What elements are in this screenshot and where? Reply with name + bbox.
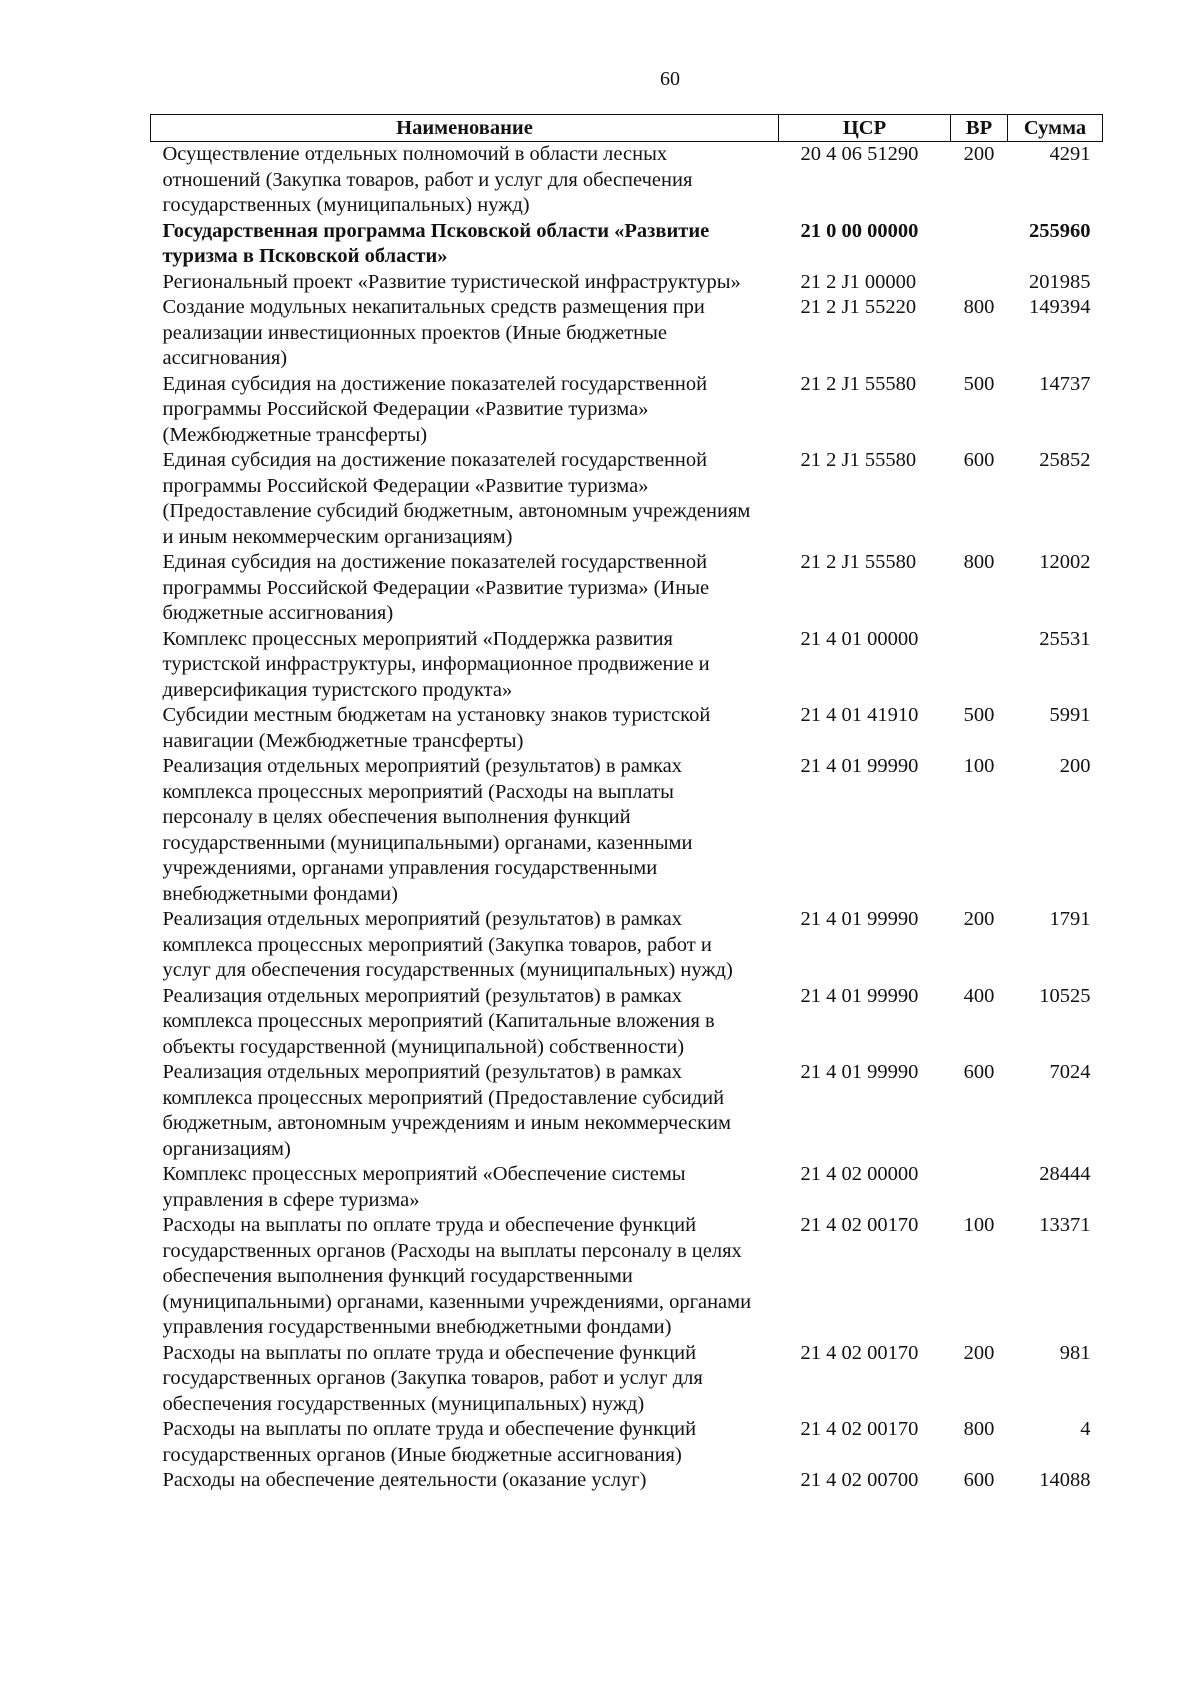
row-name: Реализация отдельных мероприятий (результатов) в рамках комплекса процессных мероприятий (Расходы на выплаты персоналу в целях обеспечения выполнения функций государственными (муниципальными) органами, казенными учреждениями, органами управления государственными внебюджетными фондами): [162, 755, 693, 905]
row-name: Расходы на обеспечение деятельности (оказание услуг): [162, 1469, 647, 1491]
row-sum: 149394: [1029, 296, 1091, 318]
row-vr-code: 200: [963, 1341, 995, 1364]
row-name: Расходы на выплаты по оплате труда и обеспечение функций государственных органов (Иные бюджетные ассигнования): [162, 1418, 697, 1466]
row-name: Осуществление отдельных полномочий в области лесных отношений (Закупка товаров, работ и услуг для обеспечения государственных (муниципальных) нужд): [162, 143, 693, 216]
row-vr-code: 600: [963, 1469, 995, 1491]
header-row: [151, 115, 1103, 142]
budget-table: [150, 114, 1103, 1494]
row-vr-code: [951, 270, 1008, 296]
row-sum: 4291: [1049, 143, 1091, 165]
table-row: [151, 372, 1103, 449]
table-row: [151, 1060, 1103, 1162]
row-name: Создание модульных некапитальных средств размещения при реализации инвестиционных проектов (Иные бюджетные ассигнования): [162, 296, 705, 369]
row-name: Единая субсидия на достижение показателей государственной программы Российской Федерации «Развитие туризма» (Иные бюджетные ассигнования): [162, 551, 710, 624]
header-csr: ЦСР: [779, 115, 951, 142]
table-row: [151, 1417, 1103, 1468]
row-csr-code: 21 2 J1 55220: [800, 296, 917, 318]
row-name: Комплекс процессных мероприятий «Поддержка развития туристской инфраструктуры, информационное продвижение и диверсификация туристского продукта»: [162, 627, 710, 701]
row-vr-code: 600: [963, 1061, 995, 1083]
row-csr-code: 21 2 J1 55580: [800, 449, 917, 471]
header-vr: ВР: [951, 115, 1008, 142]
row-vr-code: 200: [963, 908, 995, 930]
header-name: Наименование: [151, 115, 779, 142]
row-vr-code: 800: [963, 1418, 995, 1440]
table-row: [151, 627, 1103, 704]
row-sum: 4: [1080, 1418, 1091, 1440]
row-name: Государственная программа Псковской области «Развитие туризма в Псковской области»: [162, 219, 710, 267]
row-sum: 14088: [1039, 1469, 1091, 1491]
table-body: [151, 142, 1103, 1494]
row-name: Расходы на выплаты по оплате труда и обеспечение функций государственных органов (Расходы на выплаты персоналу в целях обеспечения выполнения функций государственными (муниципальными) органами, казенными учреждениями, органами управления государственными внебюджетными фондами): [162, 1214, 752, 1338]
row-csr-code: 21 2 J1 00000: [800, 270, 917, 293]
row-csr-code: 21 4 01 41910: [800, 704, 919, 726]
row-vr-code: 100: [963, 755, 995, 777]
row-vr-code: [951, 1162, 1008, 1213]
row-sum: 981: [1059, 1341, 1091, 1364]
row-csr-code: 21 4 01 99990: [800, 1061, 919, 1083]
row-sum: 13371: [1039, 1214, 1091, 1236]
row-sum: 255960: [1029, 219, 1091, 242]
row-vr-code: 400: [963, 984, 995, 1007]
row-csr-code: 21 4 01 99990: [800, 908, 919, 930]
row-vr-code: 800: [963, 296, 995, 318]
row-csr-code: 21 2 J1 55580: [800, 372, 917, 395]
row-name: Единая субсидия на достижение показателей государственной программы Российской Федерации «Развитие туризма» (Предоставление субсидий бюджетным, автономным учреждениям и иным некоммерческим организациям): [162, 449, 751, 548]
row-sum: 7024: [1049, 1061, 1091, 1083]
header-sum: Сумма: [1008, 115, 1103, 142]
row-csr-code: 21 4 02 00700: [800, 1469, 919, 1491]
row-vr-code: 800: [963, 551, 995, 573]
row-name: Субсидии местным бюджетам на установку знаков туристской навигации (Межбюджетные трансферты): [162, 704, 711, 752]
table-row: [151, 1468, 1103, 1494]
row-vr-code: 500: [963, 704, 995, 726]
page-number: 60: [660, 68, 680, 90]
table-row: [151, 270, 1103, 296]
row-name: Реализация отдельных мероприятий (результатов) в рамках комплекса процессных мероприятий (Предоставление субсидий бюджетным, автономным учреждениям и иным некоммерческим организациям): [162, 1061, 731, 1160]
table-row: [151, 1213, 1103, 1341]
row-csr-code: 21 4 01 00000: [800, 627, 919, 650]
row-name: Единая субсидия на достижение показателей государственной программы Российской Федерации «Развитие туризма» (Межбюджетные трансферты): [162, 372, 708, 446]
table-row: [151, 142, 1103, 219]
row-sum: 5991: [1049, 704, 1091, 726]
row-csr-code: 21 4 02 00000: [800, 1163, 919, 1185]
row-vr-code: [951, 219, 1008, 270]
row-sum: 1791: [1049, 908, 1091, 930]
row-csr-code: 21 4 02 00170: [800, 1214, 919, 1236]
table-row: [151, 703, 1103, 754]
table-row: [151, 219, 1103, 270]
table-header: [151, 115, 1103, 142]
row-vr-code: 200: [963, 143, 995, 165]
row-sum: 25531: [1039, 627, 1091, 650]
row-vr-code: 100: [963, 1214, 995, 1236]
row-csr-code: 21 4 02 00170: [800, 1418, 919, 1440]
table-row: [151, 907, 1103, 984]
row-name: Реализация отдельных мероприятий (результатов) в рамках комплекса процессных мероприятий (Закупка товаров, работ и услуг для обеспечения государственных (муниципальных) нужд): [162, 908, 733, 981]
table-row: [151, 754, 1103, 907]
table-row: [151, 1341, 1103, 1418]
row-csr-code: 21 4 01 99990: [800, 984, 919, 1007]
row-sum: 201985: [1029, 270, 1091, 293]
row-sum: 200: [1059, 755, 1091, 777]
table-row: [151, 550, 1103, 627]
row-csr-code: 21 4 02 00170: [800, 1341, 919, 1364]
row-sum: 28444: [1039, 1163, 1091, 1185]
row-name: Региональный проект «Развитие туристической инфраструктуры»: [162, 270, 741, 293]
row-vr-code: [951, 627, 1008, 704]
row-sum: 25852: [1039, 449, 1091, 471]
row-csr-code: 20 4 06 51290: [800, 143, 919, 165]
row-name: Реализация отдельных мероприятий (результатов) в рамках комплекса процессных мероприятий (Капитальные вложения в объекты государственной (муниципальной) собственности): [162, 984, 715, 1058]
row-csr-code: 21 2 J1 55580: [800, 551, 917, 573]
table-row: [151, 295, 1103, 372]
row-name: Расходы на выплаты по оплате труда и обеспечение функций государственных органов (Закупка товаров, работ и услуг для обеспечения государственных (муниципальных) нужд): [162, 1341, 703, 1415]
row-vr-code: 600: [963, 449, 995, 471]
row-sum: 10525: [1039, 984, 1091, 1007]
row-csr-code: 21 4 01 99990: [800, 755, 919, 777]
row-name: Комплекс процессных мероприятий «Обеспечение системы управления в сфере туризма»: [162, 1163, 686, 1211]
row-csr-code: 21 0 00 00000: [800, 219, 919, 242]
table-row: [151, 448, 1103, 550]
row-sum: 14737: [1039, 372, 1091, 395]
table-row: [151, 1162, 1103, 1213]
row-sum: 12002: [1039, 551, 1091, 573]
row-vr-code: 500: [963, 372, 995, 395]
table-row: [151, 984, 1103, 1061]
